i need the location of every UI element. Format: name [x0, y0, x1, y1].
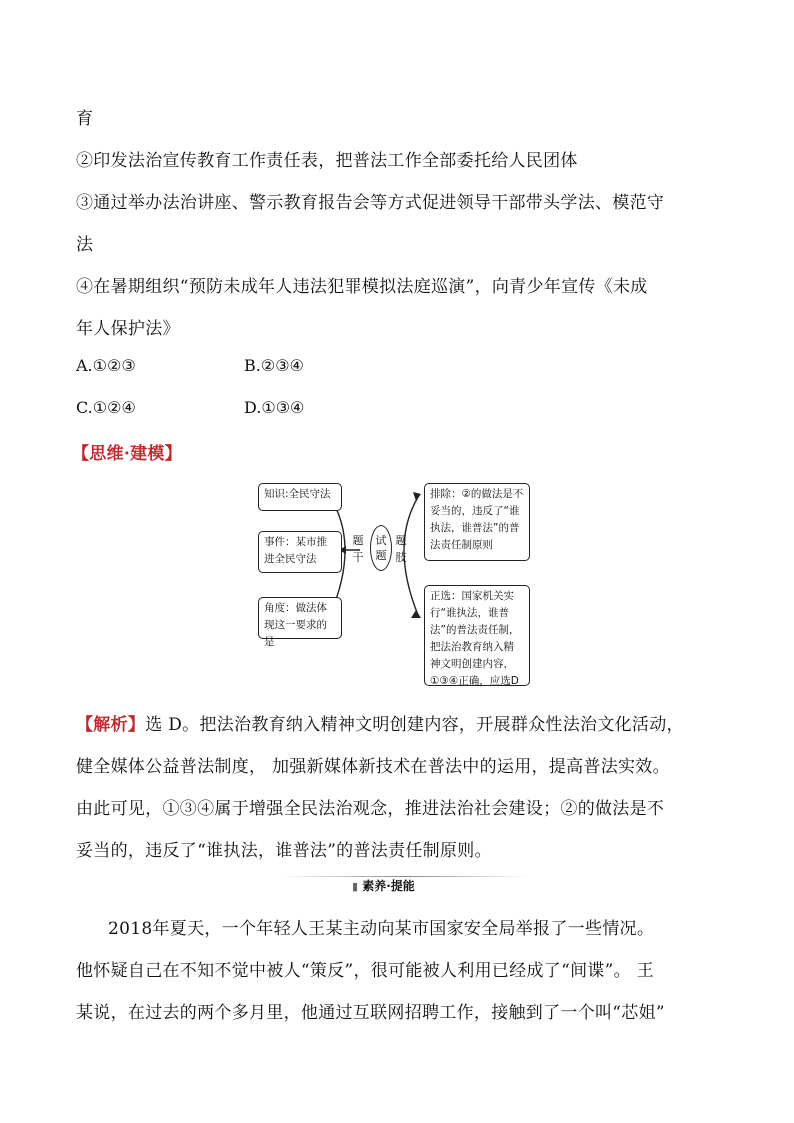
- diagram-box-event: 事件：某市推进全民守法: [258, 531, 342, 573]
- diagram-label-stem: 题干: [352, 534, 364, 564]
- question-item-2: ②印发法治宣传教育工作责任表，把普法工作全部委托给人民团体: [76, 151, 578, 171]
- analysis-text-1: 选 D。把法治教育纳入精神文明创建内容，开展群众性法治文化活动，: [145, 715, 684, 735]
- story-line-1: 2018年夏天，一个年轻人王某主动向某市国家安全局举报了一些情况。: [108, 919, 655, 939]
- diagram-box-knowledge: 知识:全民守法: [258, 483, 342, 511]
- analysis-line-1: [76, 710, 684, 735]
- diagram-label-options: 题肢: [395, 534, 407, 564]
- section-title: [352, 877, 415, 894]
- model-heading: 【思维·建模】: [72, 444, 183, 464]
- question-item-4-cont: 年人保护法》: [76, 319, 180, 339]
- story-line-3: 某说，在过去的两个多月里，他通过互联网招聘工作，接触到了一个叫“芯姐”: [76, 1003, 665, 1023]
- question-item-3-cont: 法: [76, 235, 94, 255]
- story-line-2: 他怀疑自己在不知不觉中被人“策反”，很可能被人利用已经成了“间谍”。 王: [76, 961, 654, 981]
- diagram-box-correct: 正选：国家机关实行“谁执法，谁普法”的普法责任制，把法治教育纳入精神文明创建内容，①③④正确，应选D: [424, 585, 530, 686]
- diagram-box-exclude: 排除：②的做法是不妥当的，违反了“谁执法，谁普法”的普法责任制原则: [424, 483, 530, 561]
- analysis-label: 【解析】: [76, 715, 146, 735]
- question-item-4: ④在暑期组织“预防未成年人违法犯罪模拟法庭巡演”，向青少年宣传《未成: [76, 277, 648, 297]
- option-b: B.②③④: [244, 356, 304, 375]
- option-c: C.①②④: [76, 398, 136, 417]
- diagram-center: 试题: [370, 525, 392, 571]
- diagram-box-angle: 角度：做法体现这一要求的是: [258, 597, 342, 639]
- analysis-line-4: 妥当的，违反了“谁执法，谁普法”的普法责任制原则。: [76, 841, 492, 861]
- question-item-3: ③通过举办法治讲座、警示教育报告会等方式促进领导干部带头学法、模范守: [76, 193, 665, 213]
- section-title-text: 素养·提能: [362, 879, 415, 893]
- analysis-line-2: 健全媒体公益普法制度， 加强新媒体新技术在普法中的运用，提高普法实效。: [76, 757, 670, 777]
- book-icon: ▮: [352, 880, 359, 893]
- option-d: D.①③④: [244, 398, 305, 417]
- question-line-0: 育: [76, 109, 94, 129]
- option-a: A.①②③: [76, 356, 136, 375]
- analysis-line-3: 由此可见，①③④属于增强全民法治观念，推进法治社会建设；②的做法是不: [76, 799, 665, 819]
